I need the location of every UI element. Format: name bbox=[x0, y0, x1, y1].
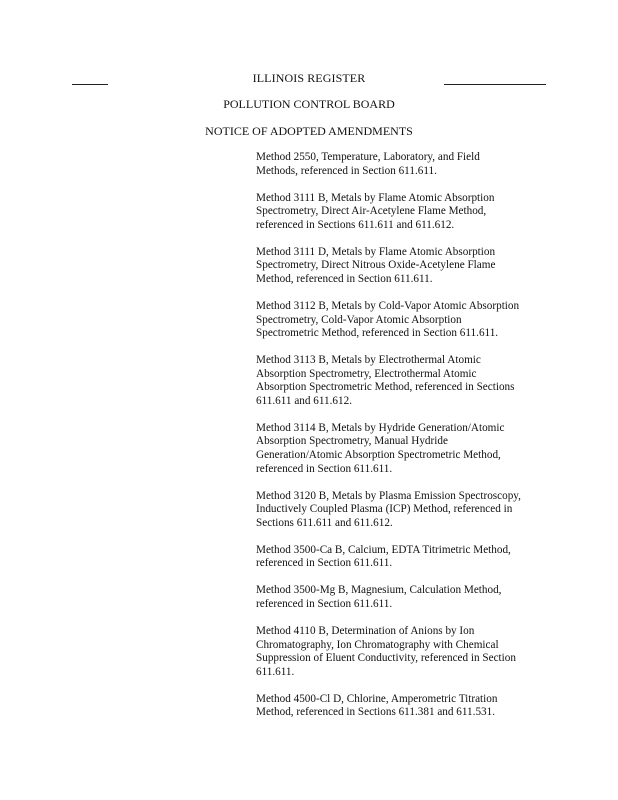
method-entry bbox=[256, 544, 548, 571]
entry-line: referenced in Section 611.611. bbox=[256, 462, 393, 475]
entry-line: Absorption Spectrometry, Electrothermal Atomic bbox=[256, 367, 477, 380]
method-entry bbox=[256, 625, 548, 679]
entry-line: Method 3500-Ca B, Calcium, EDTA Titrimetric Method, bbox=[256, 543, 511, 556]
entry-line: Method 4110 B, Determination of Anions by Ion bbox=[256, 624, 475, 637]
entry-line: Absorption Spectrometric Method, referenced in Sections bbox=[256, 381, 515, 394]
method-list bbox=[256, 151, 548, 733]
entry-line: Method 3111 B, Metals by Flame Atomic Absorption bbox=[256, 191, 495, 204]
entry-line: Spectrometry, Direct Nitrous Oxide-Acetylene Flame bbox=[256, 259, 496, 272]
method-entry bbox=[256, 693, 548, 720]
entry-line: Method 3113 B, Metals by Electrothermal Atomic bbox=[256, 354, 481, 367]
method-entry bbox=[256, 584, 548, 611]
entry-line: Chromatography, Ion Chromatography with Chemical bbox=[256, 638, 499, 651]
method-entry bbox=[256, 300, 548, 341]
method-entry bbox=[256, 246, 548, 287]
entry-line: referenced in Section 611.611. bbox=[256, 597, 393, 610]
method-entry bbox=[256, 151, 548, 178]
entry-line: Generation/Atomic Absorption Spectrometric Method, bbox=[256, 449, 501, 462]
method-entry bbox=[256, 422, 548, 476]
entry-line: Spectrometry, Direct Air-Acetylene Flame Method, bbox=[256, 205, 487, 218]
entry-line: 611.611. bbox=[256, 665, 295, 678]
entry-line: Method, referenced in Section 611.611. bbox=[256, 272, 433, 285]
entry-line: Method 2550, Temperature, Laboratory, and Field bbox=[256, 151, 480, 163]
method-entry bbox=[256, 354, 548, 408]
register-title: ILLINOIS REGISTER bbox=[252, 71, 366, 85]
board-title: POLLUTION CONTROL BOARD bbox=[223, 97, 395, 111]
method-entry bbox=[256, 490, 548, 531]
entry-line: 611.611 and 611.612. bbox=[256, 394, 353, 407]
method-entry bbox=[256, 192, 548, 233]
entry-line: Methods, referenced in Section 611.611. bbox=[256, 164, 437, 177]
entry-line: Suppression of Eluent Conductivity, referenced in Section bbox=[256, 652, 516, 665]
entry-line: Inductively Coupled Plasma (ICP) Method, referenced in bbox=[256, 503, 513, 516]
entry-line: Method 3114 B, Metals by Hydride Generation/Atomic bbox=[256, 421, 505, 434]
entry-line: Spectrometry, Cold-Vapor Atomic Absorption bbox=[256, 313, 462, 326]
entry-line: Method 4500-Cl D, Chlorine, Amperometric Titration bbox=[256, 692, 498, 705]
entry-line: Sections 611.611 and 611.612. bbox=[256, 516, 393, 529]
entry-line: referenced in Section 611.611. bbox=[256, 557, 393, 570]
entry-line: Absorption Spectrometry, Manual Hydride bbox=[256, 435, 448, 448]
entry-line: Method 3112 B, Metals by Cold-Vapor Atomic Absorption bbox=[256, 299, 520, 312]
entry-line: Method 3111 D, Metals by Flame Atomic Absorption bbox=[256, 245, 496, 258]
entry-line: Method 3500-Mg B, Magnesium, Calculation Method, bbox=[256, 584, 502, 597]
entry-line: referenced in Sections 611.611 and 611.612. bbox=[256, 218, 455, 231]
notice-title: NOTICE OF ADOPTED AMENDMENTS bbox=[205, 124, 413, 138]
entry-line: Method, referenced in Sections 611.381 and 611.531. bbox=[256, 706, 496, 719]
entry-line: Spectrometric Method, referenced in Section 611.611. bbox=[256, 327, 499, 340]
entry-line: Method 3120 B, Metals by Plasma Emission Spectroscopy, bbox=[256, 489, 521, 502]
